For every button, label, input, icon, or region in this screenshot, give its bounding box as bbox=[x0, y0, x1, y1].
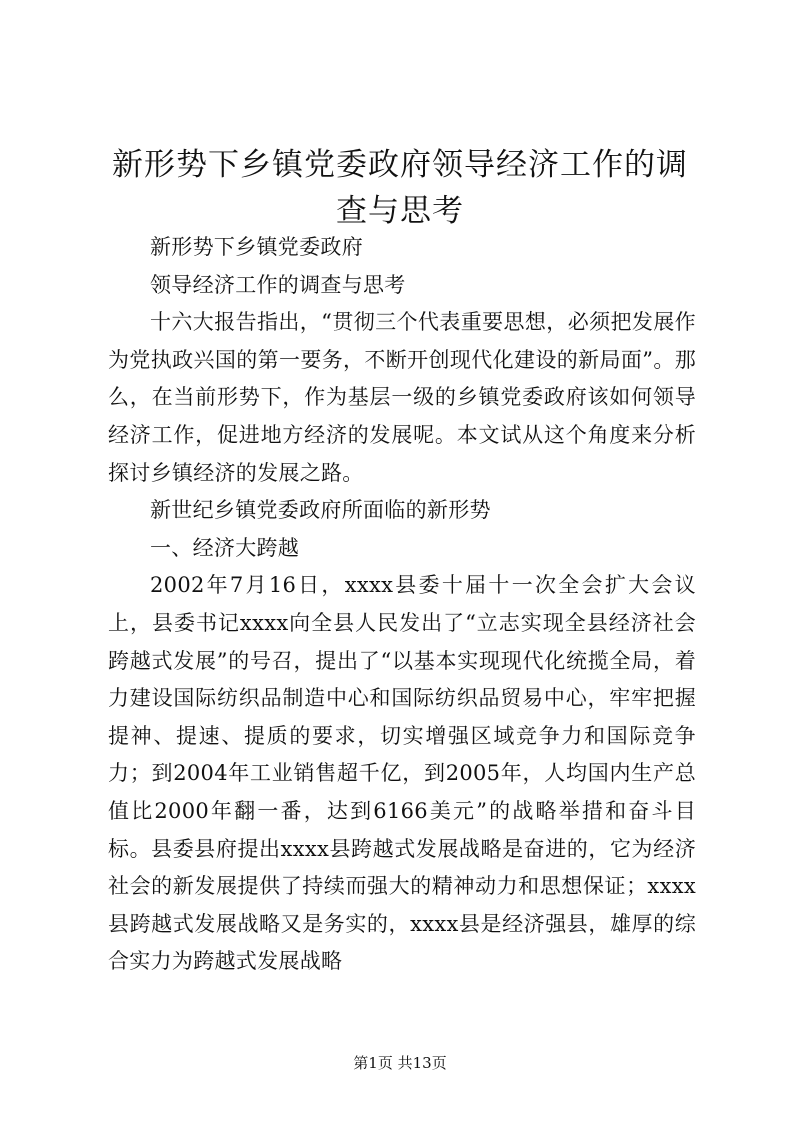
page-number-footer: 第1页 共13页 bbox=[353, 1054, 447, 1072]
body-paragraph: 2002年7月16日，xxxx县委十届十一次全会扩大会议上，县委书记xxxx向全县人民发出了“立志实现全县经济社会跨越式发展”的号召，提出了“以基本实现现代化统揽全局，着力建设国际纺织品制造中心和国际纺织品贸易中心，牢牢把握提神、提速、提质的要求，切实增强区域竞争力和国际竞争力；到2004年工业销售超千亿，到2005年，人均国内生产总值比2000年翻一番，达到6166美元”的战略举措和奋斗目标。县委县府提出xxxx县跨越式发展战略是奋进的，它为经济社会的新发展提供了持续而强大的精神动力和思想保证；xxxx县跨越式发展战略又是务实的，xxxx县是经济强县，雄厚的综合实力为跨越式发展战略 bbox=[108, 573, 696, 974]
document-body bbox=[108, 229, 696, 981]
intro-paragraph: 十六大报告指出，“贯彻三个代表重要思想，必须把发展作为党执政兴国的第一要务，不断开创现代化建设的新局面”。那么，在当前形势下，作为基层一级的乡镇党委政府该如何领导经济工作，促进地方经济的发展呢。本文试从这个角度来分析探讨乡镇经济的发展之路。 bbox=[108, 310, 696, 485]
section-heading: 新世纪乡镇党委政府所面临的新形势 bbox=[150, 498, 491, 523]
subsection-heading: 一、经济大跨越 bbox=[150, 535, 300, 560]
subtitle-line-2: 领导经济工作的调查与思考 bbox=[150, 272, 406, 297]
document-title: 新形势下乡镇党委政府领导经济工作的调查与思考 bbox=[112, 147, 688, 229]
subtitle-line-1: 新形势下乡镇党委政府 bbox=[150, 235, 363, 259]
